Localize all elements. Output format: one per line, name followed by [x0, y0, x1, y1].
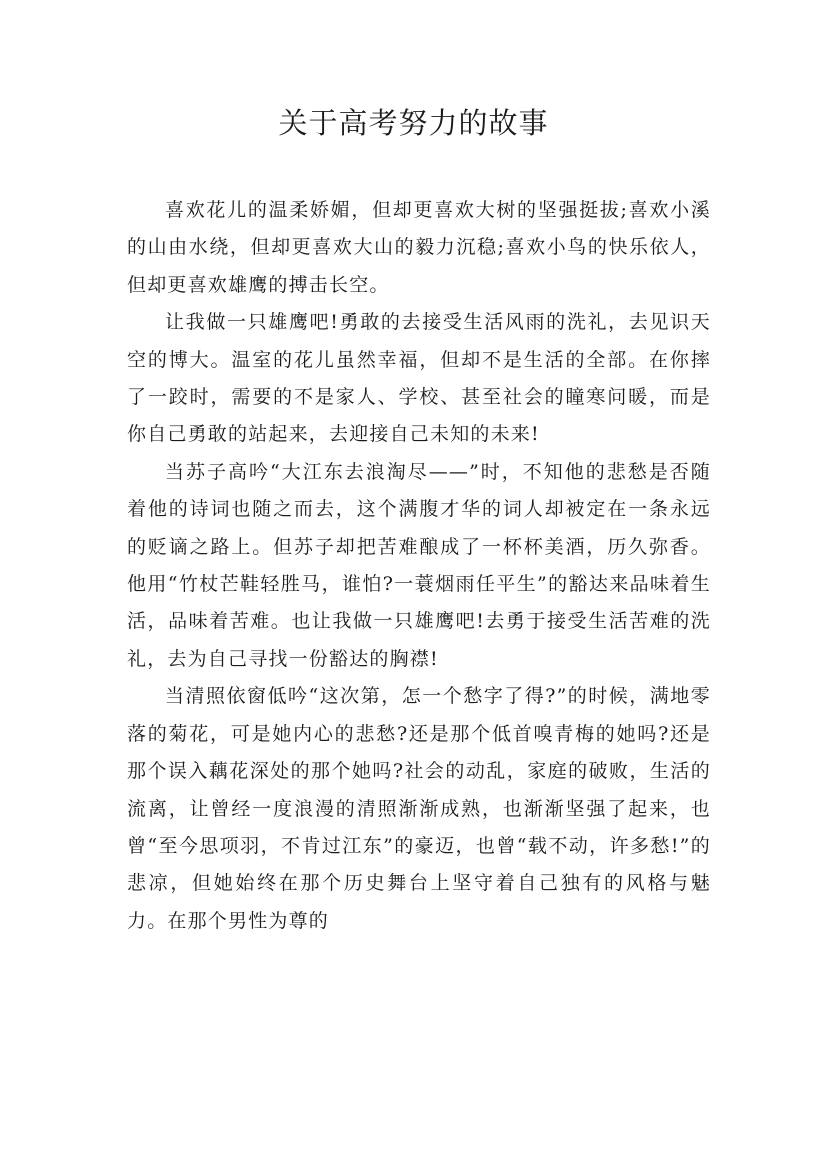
document-body: [127, 192, 711, 940]
document-title: 关于高考努力的故事: [278, 106, 549, 140]
paragraph-4: 当清照依窗低吟“这次第，怎一个愁字了得?”的时候，满地零落的菊花，可是她内心的悲愁?还是那个低首嗅青梅的她吗?还是那个误入藕花深处的那个她吗?社会的动乱，家庭的破败，生活的流离，让曾经一度浪漫的清照渐渐成熟，也渐渐坚强了起来，也曾“至今思项羽，不肯过江东”的豪迈，也曾“载不动，许多愁!”的悲凉，但她始终在那个历史舞台上坚守着自己独有的风格与魅力。在那个男性为尊的: [127, 685, 711, 932]
paragraph-1: 喜欢花儿的温柔娇媚，但却更喜欢大树的坚强挺拔;喜欢小溪的山由水绕，但却更喜欢大山的毅力沉稳;喜欢小鸟的快乐依人，但却更喜欢雄鹰的搏击长空。: [127, 199, 711, 296]
paragraph-2: 让我做一只雄鹰吧!勇敢的去接受生活风雨的洗礼，去见识天空的博大。温室的花儿虽然幸福，但却不是生活的全部。在你摔了一跤时，需要的不是家人、学校、甚至社会的瞳寒问暖，而是你自己勇敢的站起来，去迎接自己未知的未来!: [127, 311, 711, 446]
paragraph-3: 当苏子高吟“大江东去浪淘尽——”时，不知他的悲愁是否随着他的诗词也随之而去，这个满腹才华的词人却被定在一条永远的贬谪之路上。但苏子却把苦难酿成了一杯杯美酒，历久弥香。他用“竹杖芒鞋轻胜马，谁怕?一蓑烟雨任平生”的豁达来品味着生活，品味着苦难。也让我做一只雄鹰吧!去勇于接受生活苦难的洗礼，去为自己寻找一份豁达的胸襟!: [127, 460, 711, 670]
